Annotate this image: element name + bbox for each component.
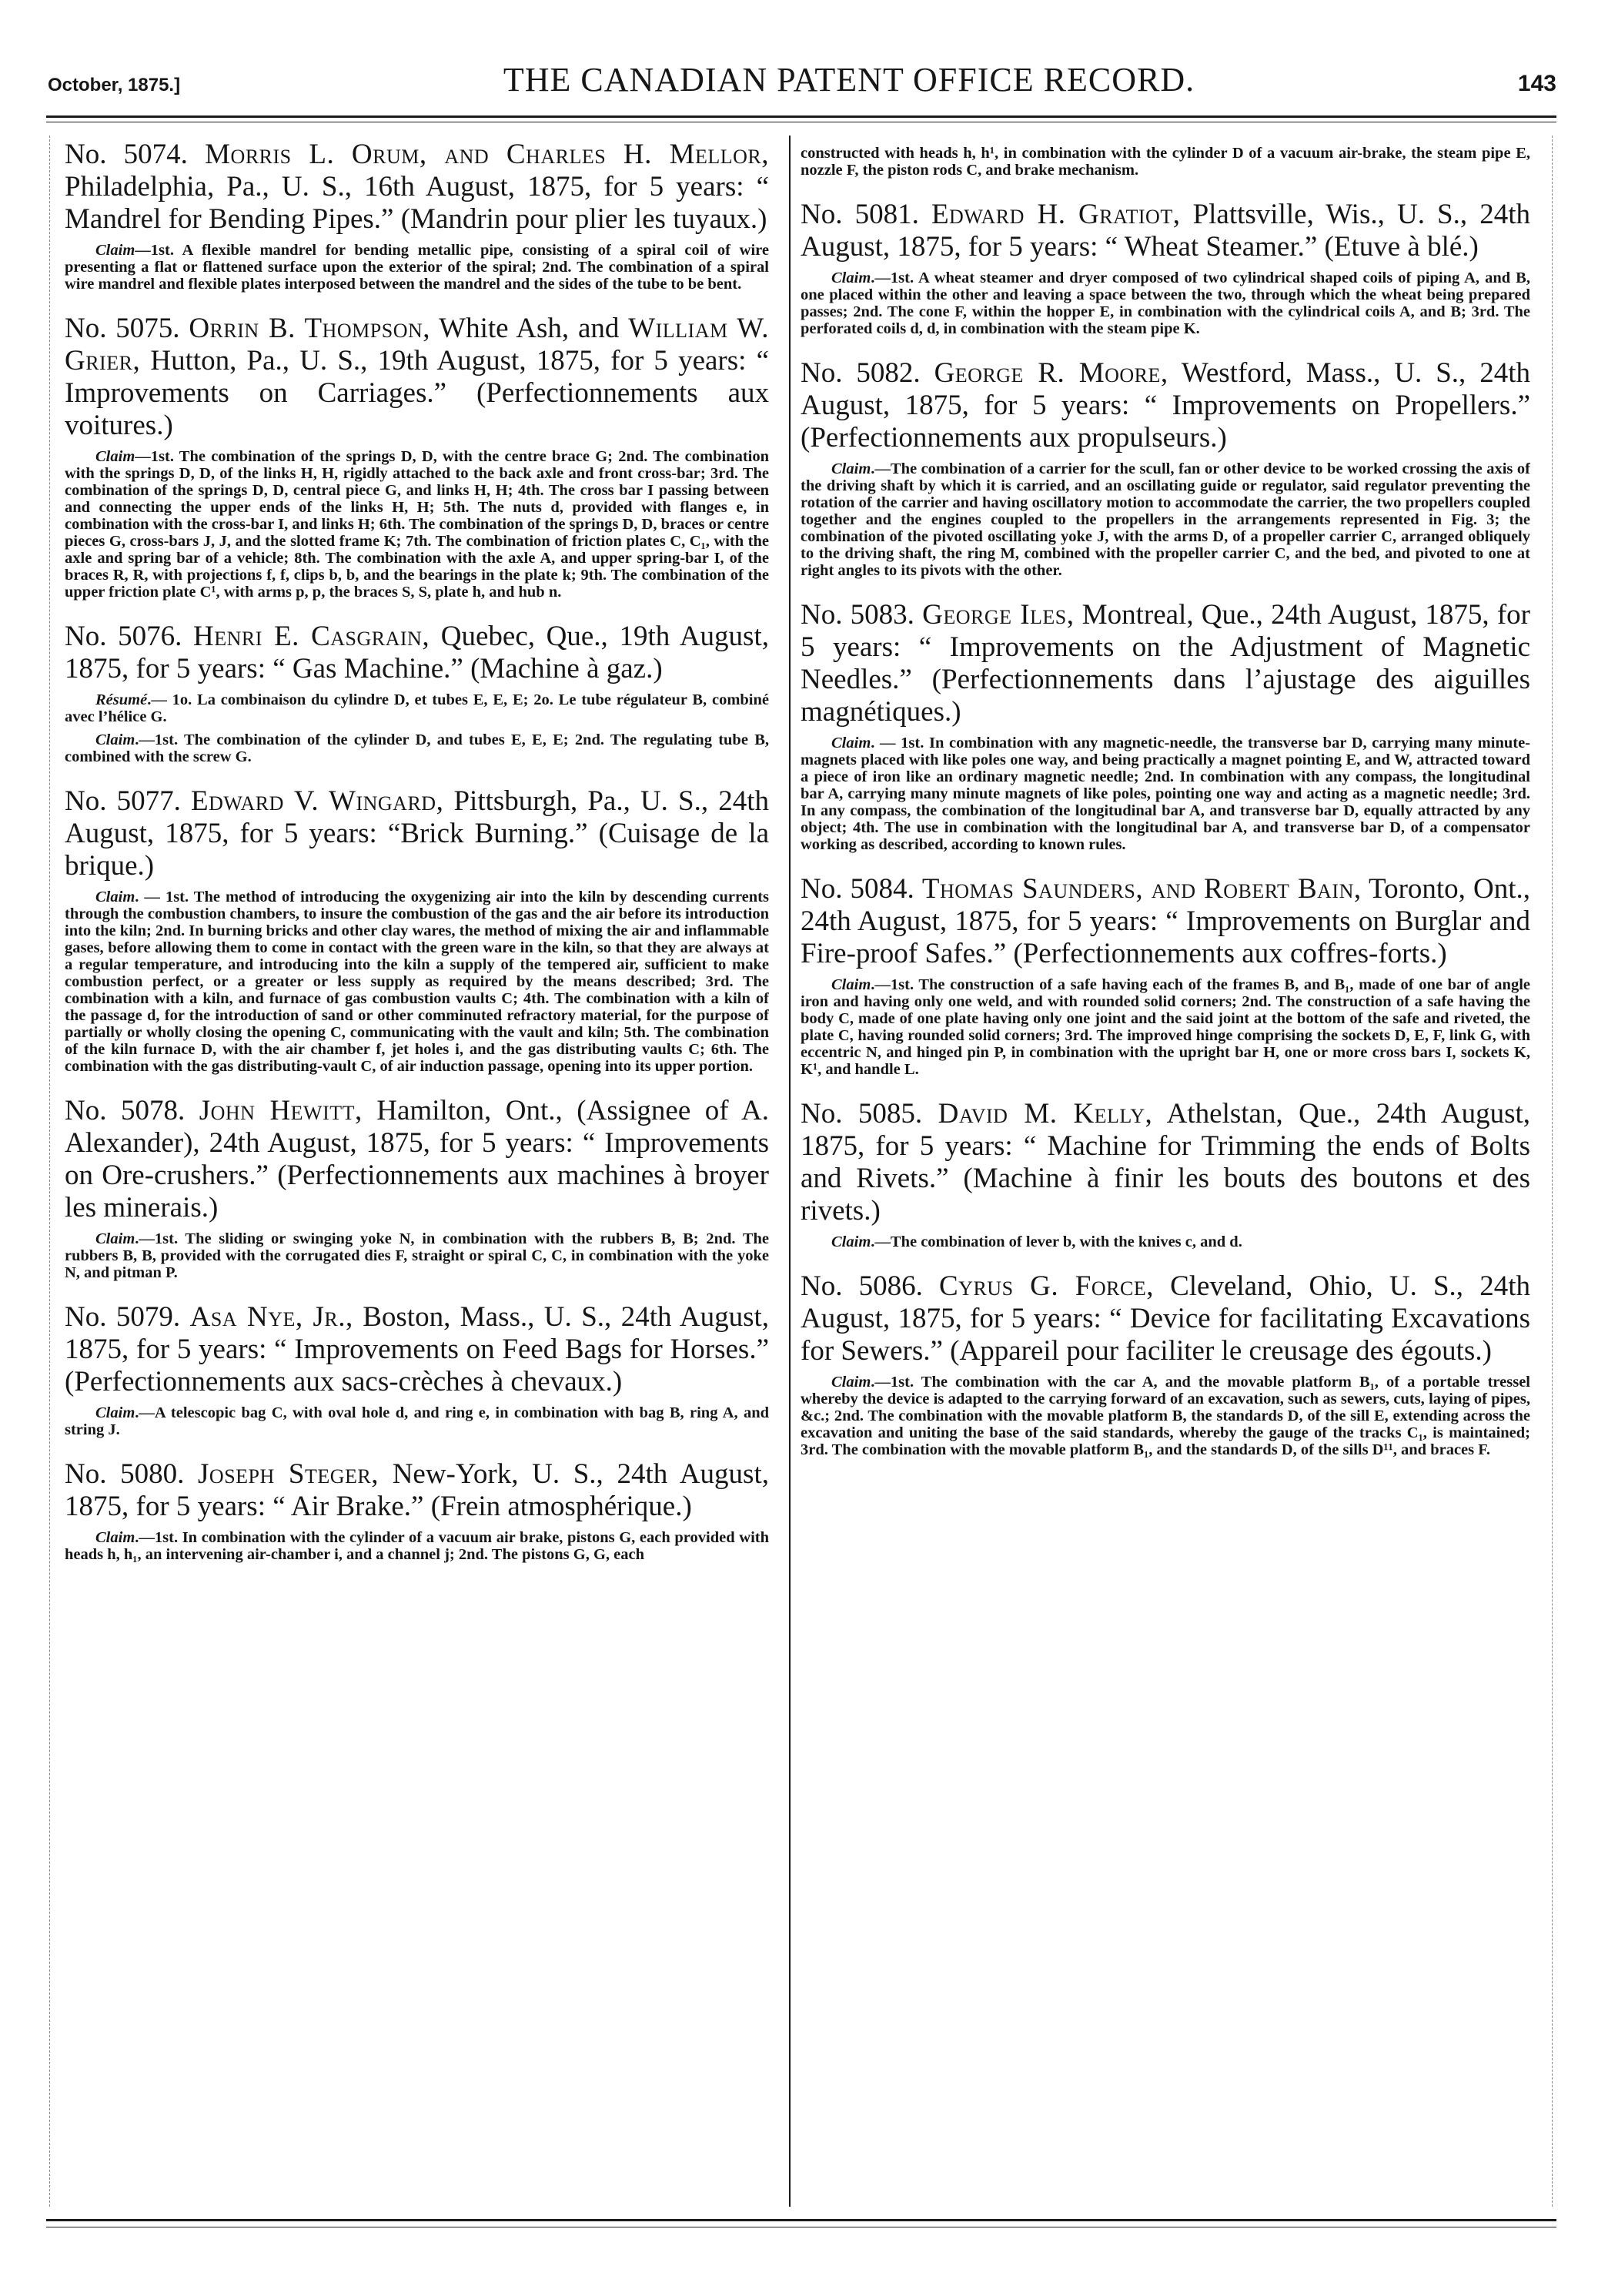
patent-heading (801, 357, 1530, 454)
claim-label: Claim (831, 1374, 871, 1391)
patent-heading (65, 139, 769, 236)
patent-claim (801, 1233, 1530, 1250)
patent-heading (65, 785, 769, 882)
patent-entry (65, 1095, 769, 1281)
page-number: 143 (1517, 71, 1556, 96)
patent-details-second: Hutton, Pa., U. S., 19th August, 1875, for 5 years: “ Improvements on Carriages.” (Perfectionnements aux voitures.) (65, 345, 769, 441)
claim-text: .—1st. A wheat steamer and dryer composed of two cylindrical shaped coils of piping A, and B, one placed within the other and leaving a space between the two, through which the wheat being prepared passes; 2nd. The cone F, within the hopper E, in combination with the cylindrical coils A, and B; 3rd. The perforated coils d, d, in combination with the steam pipe K. (801, 269, 1530, 337)
column-divider (789, 136, 791, 2207)
patent-number: No. 5083. (801, 599, 914, 631)
patent-claim (801, 1374, 1530, 1458)
patent-details: Pittsburgh, Pa., U. S., 24th August, 1875, for 5 years: “Brick Burning.” (Cuisage de la brique.) (65, 785, 769, 882)
patent-claim (801, 269, 1530, 337)
claim-text: .—1st. The sliding or swinging yoke N, in combination with the rubbers B, B; 2nd. The rubbers B, B, provided with the corrugated dies F, straight or spiral C, C, in combination with the yoke N, and pitman P. (65, 1230, 769, 1281)
patentee-names: David M. Kelly, (938, 1098, 1153, 1130)
claim-text: .—The combination of lever b, with the knives c, and d. (871, 1233, 1242, 1250)
patentee-names: Thomas Saunders, and Robert Bain, (921, 873, 1362, 905)
patent-details: Westford, Mass., U. S., 24th August, 1875, for 5 years: “ Improvements on Propellers.” (Perfectionnements aux propulseurs.) (801, 357, 1530, 454)
patent-details: New-York, U. S., 24th August, 1875, for 5 years: “ Air Brake.” (Frein atmosphérique.) (65, 1458, 769, 1522)
claim-text: —1st. The combination of the springs D, D, with the centre brace G; 2nd. The combination with the springs D, D, of the links H, H, rigidly attached to the back axle and front cross-bar; 3rd. The combination of the springs D, D, central piece G, and links H, H; 4th. The cross bar I passing between and connecting the upper ends of the links H, H; 5th. The nuts d, provided with flanges e, in combination with the cross-bar I, and links H; 6th. The combination of the springs D, D, braces or centre pieces G, cross-bars J, J, and the slotted frame K; 7th. The combination of friction plates C, C₁, with the axle and spring bar of a vehicle; 8th. The combination with the axle A, and upper spring-bar I, of the braces R, R, with projections f, f, clips b, b, and the bearings in the plate k; 9th. The combination of the upper friction plate C¹, with arms p, p, the braces S, S, plate h, and hub n. (65, 448, 769, 601)
claim-label: Claim (95, 242, 135, 259)
patent-heading (65, 1095, 769, 1224)
right-column (801, 139, 1530, 2210)
patent-number: No. 5084. (801, 873, 914, 905)
claim-label: Claim (831, 976, 871, 993)
patentee-names: John Hewitt, (199, 1095, 363, 1126)
patentee-names: Edward H. Gratiot, (931, 199, 1181, 230)
patent-details: Plattsville, Wis., U. S., 24th August, 1875, for 5 years: “ Wheat Steamer.” (Etuve à blé.) (801, 199, 1530, 263)
patent-entry (65, 313, 769, 601)
patent-heading (801, 599, 1530, 728)
left-margin-rule (49, 136, 50, 2207)
patent-entry (65, 621, 769, 765)
patent-heading (801, 1270, 1530, 1367)
claim-label: Claim (95, 1230, 135, 1247)
patent-claim (65, 1404, 769, 1438)
claim-label: Claim (831, 460, 871, 477)
claim-label: Claim (95, 448, 135, 465)
patent-claim (65, 691, 769, 725)
claim-label: Claim (95, 1529, 135, 1546)
patent-entry (65, 1458, 769, 1563)
claim-text: .—1st. In combination with the cylinder of a vacuum air brake, pistons G, each provided with heads h, h₁, an intervening air-chamber i, and a channel j; 2nd. The pistons G, G, each (65, 1529, 769, 1563)
patent-entry (801, 357, 1530, 579)
patent-number: No. 5078. (65, 1095, 186, 1126)
patent-details: Quebec, Que., 19th August, 1875, for 5 years: “ Gas Machine.” (Machine à gaz.) (65, 621, 769, 684)
issue-date: October, 1875.] (48, 75, 181, 95)
patent-entry (801, 1098, 1530, 1250)
patentee-names: Asa Nye, Jr., (189, 1301, 353, 1333)
patent-details: Athelstan, Que., 24th August, 1875, for 5 years: “ Machine for Trimming the ends of Bolts and Rivets.” (Machine à finir les bouts des boutons et des rivets.) (801, 1098, 1530, 1227)
patentee-names: Joseph Steger, (198, 1458, 379, 1490)
claim-label: Résumé (95, 691, 148, 708)
claim-label: Claim (831, 735, 871, 751)
patent-number: No. 5086. (801, 1270, 923, 1302)
claim-text: .—The combination of a carrier for the scull, fan or other device to be worked crossing the axis of the driving shaft by which it is carried, and an oscillating guide or regulator, said regulator preventing the rotation of the carrier and having oscillatory motion to accommodate the carrier, the two propellers coupled together and the engines coupled to the propellers in the arrangements represented in Fig. 3; the combination of the pivoted oscillating yoke J, with the arms D, of a propeller carrier C, arranged obliquely to the driving shaft, the ring M, combined with the propeller carrier C, and the bed, and pivoted to one at right angles to its pivots with the other. (801, 460, 1530, 579)
patent-number: No. 5085. (801, 1098, 923, 1130)
patent-number: No. 5075. (65, 313, 180, 344)
claim-text: . — 1st. The method of introducing the oxygenizing air into the kiln by descending currents through the combustion chambers, to insure the combustion of the gas and the air before its introduction into the kiln; 2nd. In burning bricks and other clay wares, the method of mixing the air and inflammable gases, before allowing them to come in contact with the green ware in the kiln, so that they are always at a regular temperature, and introducing into the kiln a supply of the tempered air, sufficient to make combustion perfect, or a greater or less supply as required by the means described; 3rd. The combination with a kiln, and furnace of gas combustion vaults C; 4th. The combination with a kiln of the passage d, for the introduction of sand or other comminuted refractory material, for the purpose of partially or wholly closing the opening C, communicating with the vault and kiln; 5th. The combination of the kiln furnace D, with the air chamber f, jet holes i, and the gas distributing vaults C; 6th. The combination with the gas distributing-vault C, of air induction passage, opening into its upper portion. (65, 889, 769, 1075)
claim-text: .—1st. The construction of a safe having each of the frames B, and B₁, made of one bar of angle iron and having only one weld, and with rounded solid corners; 2nd. The construction of a safe having the body C, made of one plate having only one joint and the said joint at the bottom of the safe and riveted, the plate C, having rounded solid corners; 3rd. The improved hinge comprising the sockets D, E, F, link G, with eccentric N, and hinged pin P, in combination with the upright bar H, one or more cross bars I, sockets K, K¹, and handle L. (801, 976, 1530, 1078)
patent-entry (801, 199, 1530, 337)
patent-entry (65, 1301, 769, 1438)
patentee-names: George R. Moore, (934, 357, 1168, 389)
patent-number: No. 5079. (65, 1301, 181, 1333)
patent-entry (801, 873, 1530, 1078)
claim-label: Claim (831, 1233, 871, 1250)
patent-heading (65, 1458, 769, 1523)
claim-text: .—1st. The combination with the car A, and the movable platform B₁, of a portable tressel whereby the device is adapted to the carrying forward of an excavation, such as sewers, cuts, laying of pipes, &c.; 2nd. The combination with the movable platform B, the standards D, of the sill E, extending across the excavation and uniting the base of the said standards, whereby the gauge of the tracks C₁, is maintained; 3rd. The combination with the movable platform B₁, and the standards D, of the sills D¹¹, and braces F. (801, 1374, 1530, 1458)
patent-heading (65, 313, 769, 442)
patent-number: No. 5077. (65, 785, 181, 817)
patent-claim (65, 1230, 769, 1281)
patent-claim (65, 731, 769, 765)
top-rule (46, 115, 1556, 118)
patent-heading (65, 621, 769, 685)
patent-entry (801, 599, 1530, 853)
journal-title: THE CANADIAN PATENT OFFICE RECORD. (503, 61, 1195, 99)
patent-heading (801, 873, 1530, 970)
patent-claim (801, 735, 1530, 853)
patent-claim (65, 242, 769, 293)
right-margin-rule (1552, 136, 1553, 2207)
patent-number: No. 5080. (65, 1458, 185, 1490)
claim-label: Claim (831, 269, 871, 286)
patent-claim (801, 460, 1530, 579)
patent-claim (65, 889, 769, 1075)
claim-text: —1st. A flexible mandrel for bending metallic pipe, consisting of a spiral coil of wire presenting a flat or flattened surface upon the exterior of the spiral; 2nd. The combination of a spiral wire mandrel and flexible plates interposed between the mandrel and the sides of the tube to be bent. (65, 242, 769, 293)
patent-claim (65, 1529, 769, 1563)
claim-label: Claim (95, 889, 135, 905)
patent-entry (801, 1270, 1530, 1458)
patent-details: Philadelphia, Pa., U. S., 16th August, 1875, for 5 years: “ Mandrel for Bending Pipes.” (Mandrin pour plier les tuyaux.) (65, 171, 769, 235)
claim-continuation-text: constructed with heads h, h¹, in combination with the cylinder D of a vacuum air-brake, the steam pipe E, nozzle F, the piston rods C, and brake mechanism. (801, 145, 1530, 179)
patentee-names: George Iles, (922, 599, 1075, 631)
claim-text: . — 1st. In combination with any magnetic-needle, the transverse bar D, carrying many minute-magnets placed with like poles one way, and being practically a magnet pointing E, and W, attracted toward a piece of iron like an ordinary magnetic needle; 2nd. In combination with any compass, the longitudinal bar A, carrying many minute magnets of like poles, pointing one way and acting as a magnetic needle; 3rd. In any compass, the combination of the longitudinal bar A, and transverse bar D, equally attracted by any object; 4th. The use in combination with the longitudinal bar A, and transverse bar D, of a compensator working as described, according to known rules. (801, 735, 1530, 853)
patent-details: Montreal, Que., 24th August, 1875, for 5 years: “ Improvements on the Adjustment of Magnetic Needles.” (Perfectionnements dans l’ajustage des aiguilles magnétiques.) (801, 599, 1530, 728)
patent-heading (801, 199, 1530, 263)
patent-claim (801, 976, 1530, 1078)
claim-text: .—A telescopic bag C, with oval hole d, and ring e, in combination with bag B, ring A, and string J. (65, 1404, 769, 1438)
left-column (65, 139, 769, 2210)
patent-continuation (801, 145, 1530, 179)
patent-details: Cleveland, Ohio, U. S., 24th August, 1875, for 5 years: “ Device for facilitating Excavations for Sewers.” (Appareil pour faciliter le creusage des égouts.) (801, 1270, 1530, 1367)
claim-label: Claim (95, 1404, 135, 1421)
patentee-names: Orrin B. Thompson, (189, 313, 430, 344)
patent-details: Hamilton, Ont., (Assignee of A. Alexander), 24th August, 1875, for 5 years: “ Improvements on Ore-crushers.” (Perfectionnements aux machines à broyer les minerais.) (65, 1095, 769, 1223)
patent-details: Toronto, Ont., 24th August, 1875, for 5 years: “ Improvements on Burglar and Fire-proof Safes.” (Perfectionnements aux coffres-forts.) (801, 873, 1530, 969)
patent-details: White Ash, and (439, 313, 620, 344)
claim-label: Claim (95, 731, 135, 748)
bottom-rule (46, 2219, 1556, 2221)
patentee-names: Cyrus G. Force, (939, 1270, 1154, 1302)
patent-heading (801, 1098, 1530, 1227)
patent-claim (65, 448, 769, 601)
patent-number: No. 5081. (801, 199, 919, 230)
patentee-names: Henri E. Casgrain, (193, 621, 430, 652)
patent-details: Boston, Mass., U. S., 24th August, 1875, for 5 years: “ Improvements on Feed Bags for Horses.” (Perfectionnements aux sacs-crèches à chevaux.) (65, 1301, 769, 1397)
patent-heading (65, 1301, 769, 1398)
patent-entry (65, 139, 769, 293)
claim-text: .—1st. The combination of the cylinder D, and tubes E, E, E; 2nd. The regulating tube B, combined with the screw G. (65, 731, 769, 765)
patent-number: No. 5082. (801, 357, 921, 389)
running-head (48, 60, 1556, 106)
claim-text: .— 1o. La combinaison du cylindre D, et tubes E, E, E; 2o. Le tube régulateur B, combiné avec l’hélice G. (65, 691, 769, 725)
patentee-names-second: William W. Grier, (65, 313, 769, 377)
patentee-names: Morris L. Orum, and Charles H. Mellor, (205, 139, 769, 170)
patentee-names: Edward V. Wingard, (191, 785, 444, 817)
patent-entry (65, 785, 769, 1075)
patent-number: No. 5076. (65, 621, 182, 652)
patent-number: No. 5074. (65, 139, 188, 170)
